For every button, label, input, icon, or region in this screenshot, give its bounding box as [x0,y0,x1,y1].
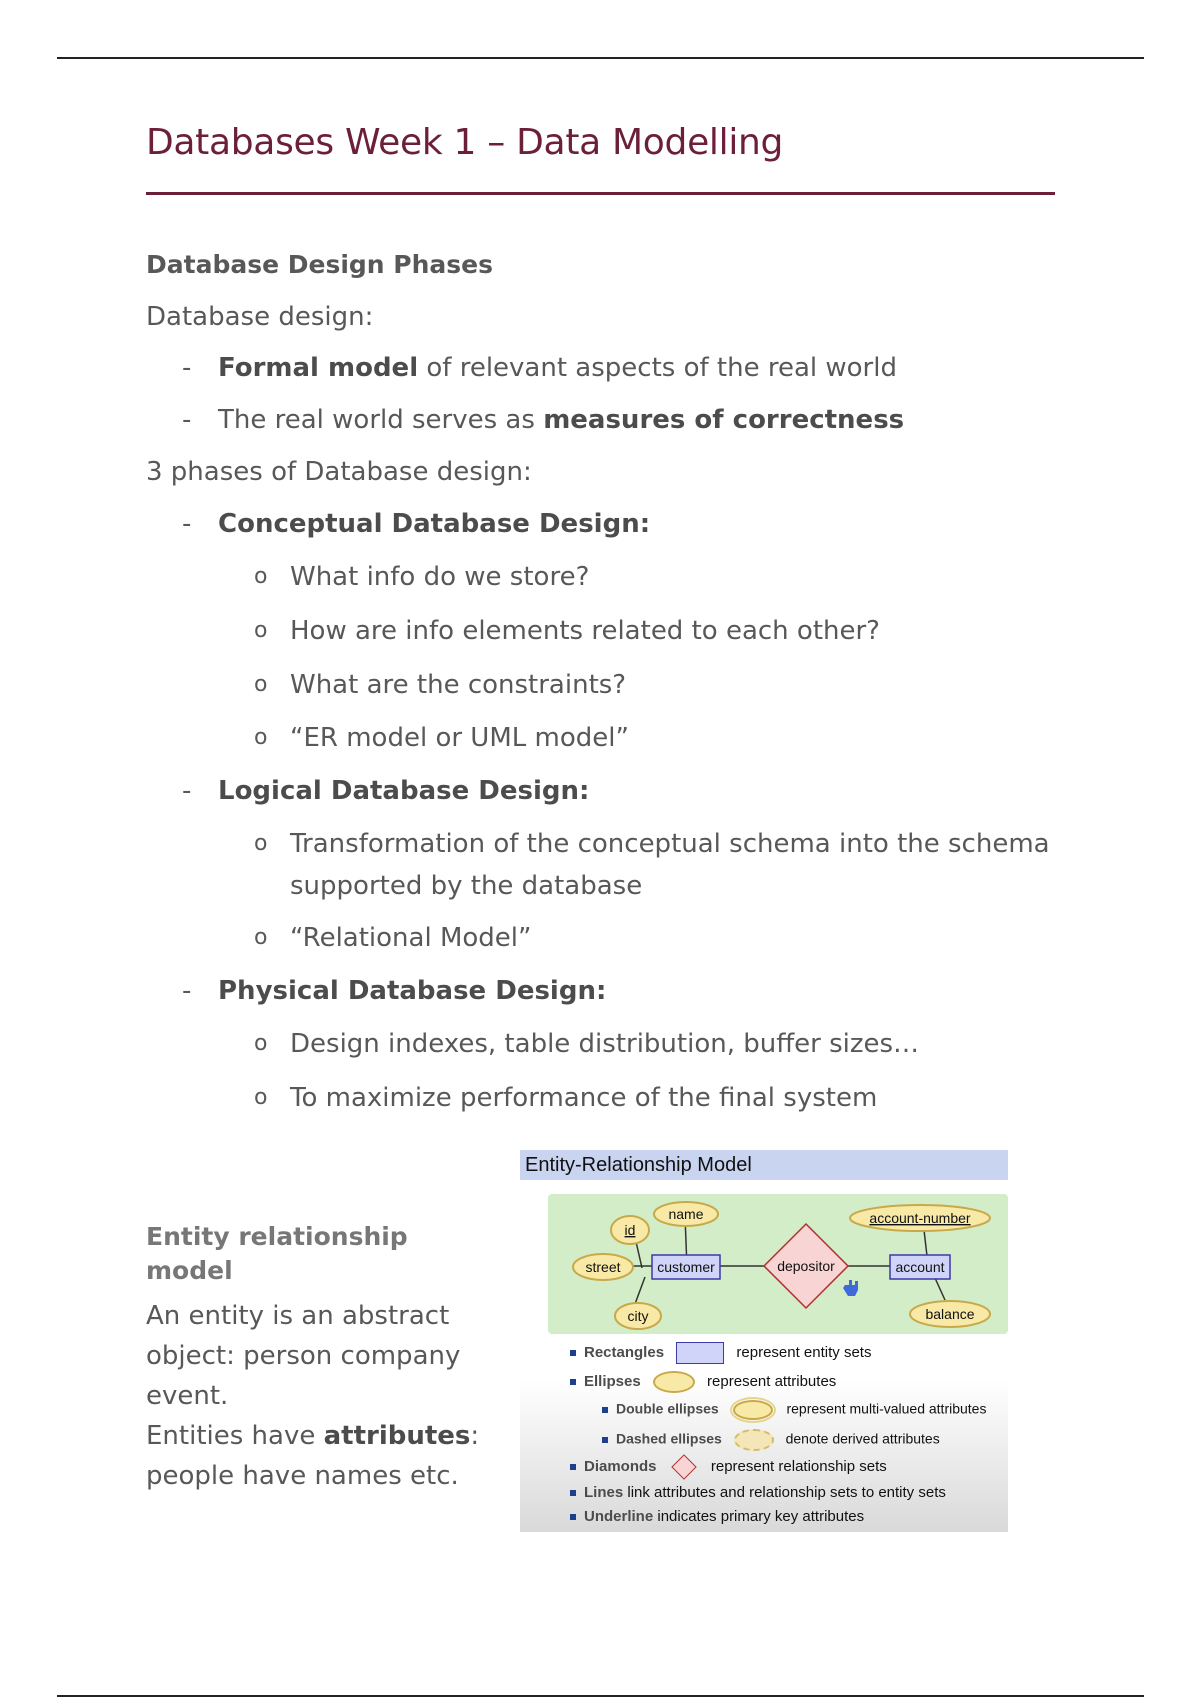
attribute-label: balance [925,1306,975,1322]
legend-text: link attributes and relationship sets to entity sets [623,1484,946,1501]
dash-marker: - [182,405,192,435]
dash-marker: - [182,776,192,806]
legend-text: denote derived attributes [785,1430,940,1447]
circle-marker: o [254,564,268,589]
legend-text: indicates primary key attributes [653,1508,865,1525]
bullet-text: The real world serves as [218,405,544,435]
attribute-label: name [668,1206,704,1222]
intro-text: Database design: [146,302,374,332]
phase-physical: Physical Database Design: [218,976,607,1006]
er-text-part: : [470,1421,480,1451]
er-text: people have names etc. [146,1461,459,1491]
phase-item: “ER model or UML model” [290,723,629,753]
dash-marker: - [182,509,192,539]
pointer-hand-icon [843,1280,858,1296]
dashed-ellipse-swatch [734,1429,774,1451]
bold-text: attributes [323,1421,471,1451]
legend-item-ellipses [570,1371,836,1393]
phase-conceptual: Conceptual Database Design: [218,509,651,539]
er-text: object: person company [146,1341,461,1371]
bullet-square-icon [602,1437,608,1443]
legend-term: Double ellipses [616,1400,719,1417]
er-text: event. [146,1381,229,1411]
bullet-square-icon [570,1464,576,1470]
phases-intro: 3 phases of Database design: [146,457,532,487]
er-heading: Entity relationship model [146,1222,408,1285]
section-heading: Database Design Phases [146,250,494,279]
bullet-square-icon [570,1350,576,1356]
legend-term: Underline [584,1508,654,1525]
phase-item: What info do we store? [290,562,590,592]
phase-item: What are the constraints? [290,670,627,700]
circle-marker: o [254,1031,268,1056]
entity-label: customer [657,1259,715,1275]
phase-item: Transformation of the conceptual schema into the schema [290,829,1050,859]
phase-item: How are info elements related to each other? [290,616,880,646]
legend-term: Lines [584,1484,624,1501]
circle-marker: o [254,831,268,856]
phase-item: “Relational Model” [290,923,532,953]
legend-item-rectangles [570,1342,871,1364]
dash-marker: - [182,353,192,383]
legend-term: Diamonds [584,1458,657,1475]
bullet-square-icon [570,1514,576,1520]
double-ellipse-swatch [733,1400,773,1420]
circle-marker: o [254,925,268,950]
legend-text: represent entity sets [736,1343,872,1361]
er-diagram [520,1150,1008,1350]
legend-text: represent relationship sets [710,1458,887,1475]
bullet-square-icon [570,1379,576,1385]
bullet-real-world [218,403,904,437]
bottom-rule [57,1695,1144,1697]
circle-marker: o [254,1085,268,1110]
legend-text: represent attributes [707,1372,837,1390]
diamond-swatch [671,1454,696,1479]
bullet-square-icon [602,1407,608,1413]
legend-item-dashed-ellipses [602,1429,940,1451]
bullet-square-icon [570,1490,576,1496]
legend-item-underline [570,1508,864,1525]
er-model-figure [520,1150,1008,1532]
er-text [146,1416,486,1456]
circle-marker: o [254,725,268,750]
er-description [146,1220,486,1496]
legend-item-double-ellipses [602,1400,986,1420]
entity-label: account [895,1259,945,1275]
attribute-label: city [627,1308,649,1324]
bullet-text: of relevant aspects of the real world [418,353,897,383]
legend-text: represent multi-valued attributes [786,1400,987,1417]
phase-item: supported by the database [290,871,643,901]
circle-marker: o [254,672,268,697]
phase-item: To maximize performance of the final system [290,1083,878,1113]
legend-term: Rectangles [584,1343,665,1361]
legend-item-diamonds [570,1458,887,1476]
rectangle-swatch [676,1342,724,1364]
relationship-label: depositor [777,1258,835,1274]
ellipse-swatch [653,1371,695,1393]
phase-logical: Logical Database Design: [218,776,590,806]
bullet-formal-model [218,351,897,385]
dash-marker: - [182,976,192,1006]
figure-title: Entity-Relationship Model [520,1150,1008,1180]
attribute-label: account-number [869,1210,971,1226]
attribute-label: street [585,1259,621,1275]
legend-term: Dashed ellipses [616,1430,722,1447]
title-underline [146,192,1055,195]
page-title: Databases Week 1 – Data Modelling [146,122,784,163]
er-text-part: Entities have [146,1421,324,1451]
top-rule [57,57,1144,59]
circle-marker: o [254,618,268,643]
legend-term: Ellipses [584,1372,641,1390]
legend-item-lines [570,1484,946,1501]
bold-text: measures of correctness [543,405,905,435]
bold-text: Formal model [218,353,419,383]
er-text: An entity is an abstract [146,1301,450,1331]
attribute-label: id [624,1222,636,1238]
phase-item: Design indexes, table distribution, buffer sizes… [290,1029,920,1059]
